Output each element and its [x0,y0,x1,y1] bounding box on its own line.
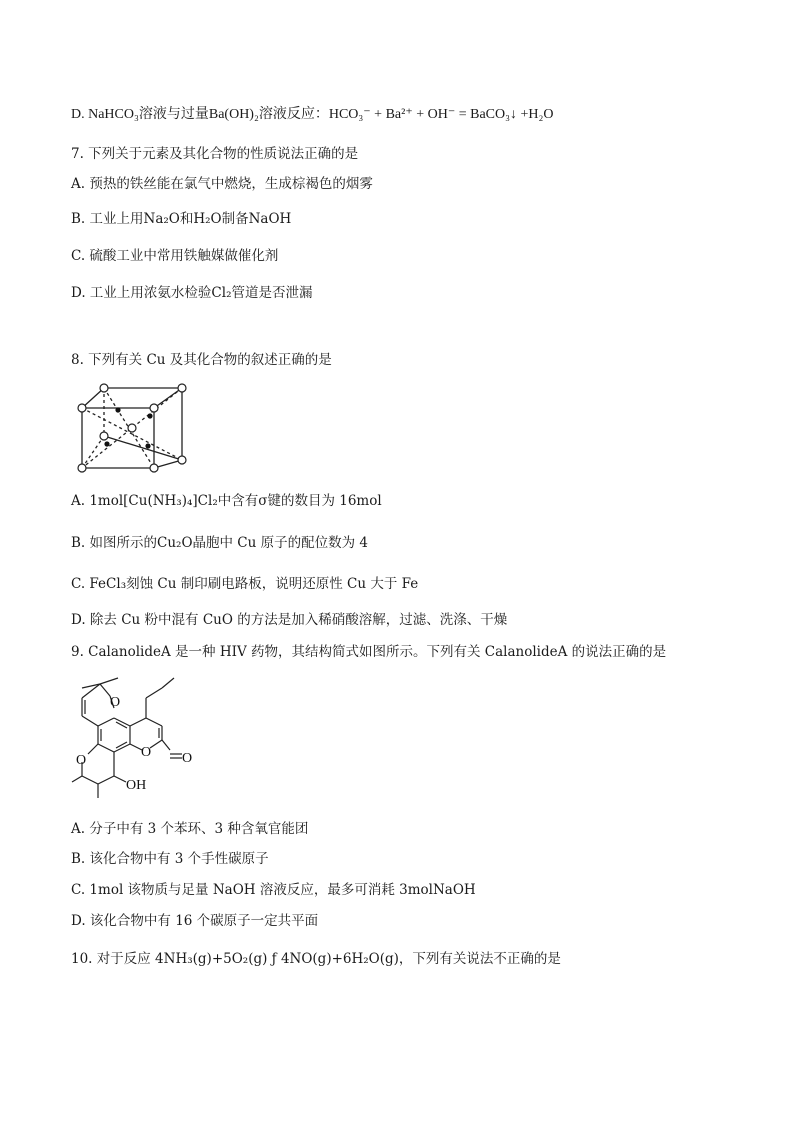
ring-oxygen-label-2: O [76,753,87,768]
q8-option-c: C. FeCl₃刻蚀 Cu 制印刷电路板，说明还原性 Cu 大于 Fe [71,576,419,592]
carbonyl-oxygen-label: O [182,751,193,766]
q8-stem: 8. 下列有关 Cu 及其化合物的叙述正确的是 [71,352,332,368]
cu2o-unit-cell-figure [74,380,189,475]
q7-option-c: C. 硫酸工业中常用铁触媒做催化剂 [71,248,279,264]
q7-option-b: B. 工业上用Na₂O和H₂O制备NaOH [71,211,292,227]
q9-option-c: C. 1mol 该物质与足量 NaOH 溶液反应，最多可消耗 3molNaOH [71,882,476,898]
q7-option-d: D. 工业上用浓氨水检验Cl₂管道是否泄漏 [71,285,313,301]
q9-stem: 9. CalanolideA 是一种 HIV 药物，其结构简式如图所示。下列有关 CalanolideA 的说法正确的是 [71,644,667,660]
lactone-oxygen-label: O [141,745,152,760]
q9-option-a: A. 分子中有 3 个苯环、3 种含氧官能团 [71,821,309,837]
q9-option-d: D. 该化合物中有 16 个碳原子一定共平面 [71,913,319,929]
calanolide-a-structure [70,672,200,802]
q9-option-b: B. 该化合物中有 3 个手性碳原子 [71,851,269,867]
q8-option-d: D. 除去 Cu 粉中混有 CuO 的方法是加入稀硝酸溶解，过滤、洗涤、干燥 [71,612,508,628]
q7-stem: 7. 下列关于元素及其化合物的性质说法正确的是 [71,146,359,162]
q10-stem: 10. 对于反应 4NH₃(g)+5O₂(g) ƒ 4NO(g)+6H₂O(g)，下列有关说法不正确的是 [71,951,561,967]
q8-option-a: A. 1mol[Cu(NH₃)₄]Cl₂中含有σ键的数目为 16mol [71,493,382,509]
hydroxyl-label: OH [126,778,147,793]
q6-option-d: D. NaHCO₃溶液与过量Ba(OH)₂溶液反应：HCO₃⁻ + Ba²⁺ + OH⁻ = BaCO₃↓ +H₂O [71,107,554,122]
q8-option-b: B. 如图所示的Cu₂O晶胞中 Cu 原子的配位数为 4 [71,535,368,551]
q7-option-a: A. 预热的铁丝能在氯气中燃烧，生成棕褐色的烟雾 [71,176,373,192]
ring-oxygen-label: O [110,695,121,710]
